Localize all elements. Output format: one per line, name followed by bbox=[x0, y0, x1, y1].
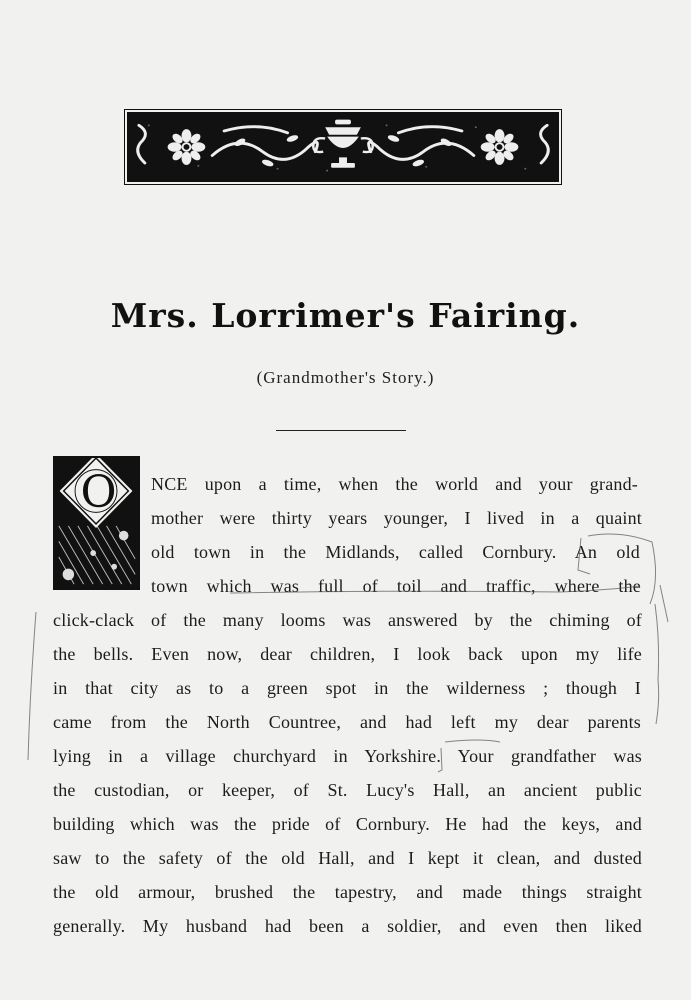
paragraph-line-3: old town in the Midlands, called Cornbury. An old bbox=[151, 542, 640, 562]
drop-cap-initial bbox=[53, 456, 140, 590]
paragraph-line-8: came from the North Countree, and had left my dear parents bbox=[53, 712, 641, 732]
title-divider bbox=[276, 430, 406, 431]
headpiece-ornament-icon bbox=[129, 114, 557, 180]
paragraph-line-4: town which was full of toil and traffic, where the bbox=[151, 576, 641, 596]
paragraph-line-6: the bells. Even now, dear children, I look back upon my life bbox=[53, 644, 642, 664]
paragraph-line-7: in that city as to a green spot in the wilderness ; though I bbox=[53, 678, 641, 698]
story-title: Mrs. Lorrimer's Fairing. bbox=[110, 296, 581, 335]
paragraph-line-5: click-clack of the many looms was answered by the chiming of bbox=[53, 610, 642, 630]
paragraph-line-2: mother were thirty years younger, I lived in a quaint bbox=[151, 508, 642, 528]
paragraph-line-10: the custodian, or keeper, of St. Lucy's Hall, an ancient public bbox=[53, 780, 642, 800]
story-subtitle: (Grandmother's Story.) bbox=[256, 368, 435, 387]
paragraph-line-9: lying in a village churchyard in Yorkshire. Your grandfather was bbox=[53, 746, 642, 766]
paragraph-line-12: saw to the safety of the old Hall, and I kept it clean, and dusted bbox=[53, 848, 642, 868]
paragraph-line-11: building which was the pride of Cornbury. He had the keys, and bbox=[53, 814, 642, 834]
paragraph-line-14: generally. My husband had been a soldier, and even then liked bbox=[53, 916, 642, 936]
paragraph-line-13: the old armour, brushed the tapestry, and made things straight bbox=[53, 882, 642, 902]
drop-cap-letter: O bbox=[80, 467, 117, 518]
paragraph-line-1: NCE upon a time, when the world and your grand- bbox=[151, 474, 638, 494]
ornamental-headpiece bbox=[127, 112, 559, 182]
